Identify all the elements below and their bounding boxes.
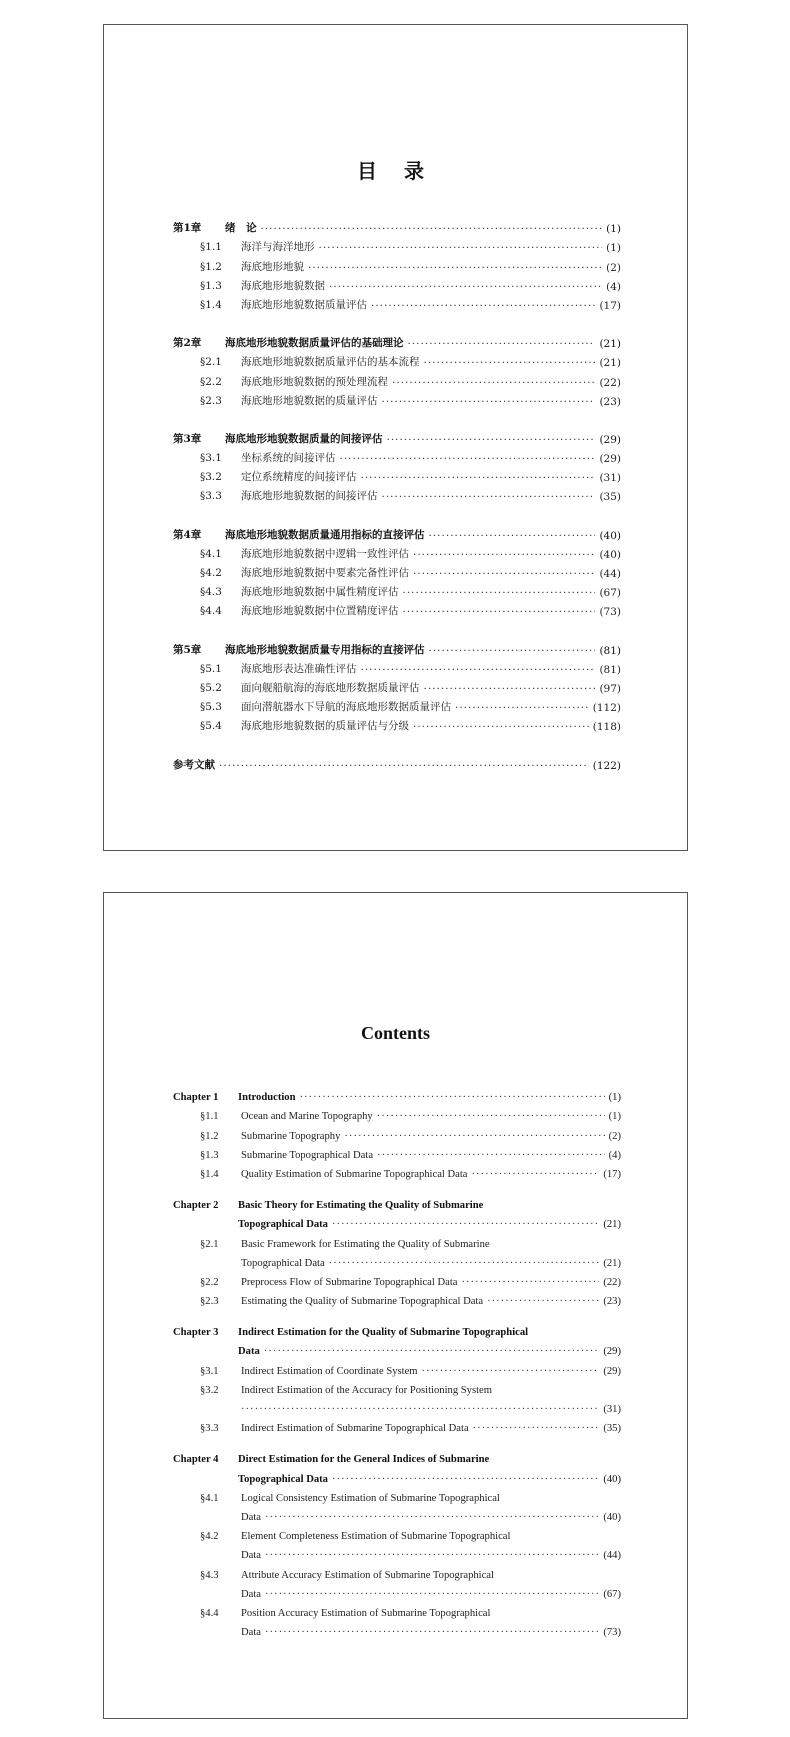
page-number: (4) [608, 1149, 621, 1161]
section-title: Preprocess Flow of Submarine Topographical Data [241, 1276, 458, 1288]
leader-dots [471, 1169, 599, 1180]
section-number: §1.2 [200, 260, 222, 273]
section-number: §4.4 [200, 1607, 219, 1619]
toc-list [173, 216, 621, 772]
page-number: (2) [608, 1130, 621, 1142]
section-title: 坐标系统的间接评估 [241, 452, 336, 465]
section-number: §1.3 [200, 1149, 219, 1161]
page-number: (17) [599, 299, 621, 312]
toc-chapter-3[interactable] [173, 1319, 621, 1338]
toc-section-3-1[interactable] [173, 446, 621, 465]
page-number: (118) [592, 721, 621, 734]
toc-section-4-1[interactable] [173, 542, 621, 561]
leader-dots [429, 530, 596, 542]
section-number: §4.1 [200, 547, 222, 560]
toc-section-4-1-cont[interactable] [173, 1504, 621, 1523]
section-number: §2.2 [200, 375, 222, 388]
toc-section-3-3[interactable] [173, 1415, 621, 1434]
toc-section-5-1[interactable] [173, 657, 621, 676]
page-number: (81) [599, 644, 621, 657]
leader-dots [424, 357, 596, 369]
section-title: 海底地形表达准确性评估 [241, 662, 357, 675]
section-number: §2.1 [200, 356, 222, 369]
toc-section-4-3[interactable] [173, 1561, 621, 1580]
chapter-number: Chapter 2 [173, 1200, 219, 1212]
leader-dots [361, 664, 596, 676]
section-number: §5.1 [200, 662, 222, 675]
toc-chapter-4-cont[interactable] [173, 1465, 621, 1484]
section-title: Element Completeness Estimation of Submarine Topographical [241, 1531, 511, 1543]
chapter-title: Indirect Estimation for the Quality of Submarine Topographical [238, 1327, 529, 1339]
section-title: 海底地形地貌数据中属性精度评估 [241, 586, 399, 599]
page-number: (44) [603, 1550, 621, 1562]
page-number: (23) [599, 395, 621, 408]
toc-section-3-3[interactable] [173, 484, 621, 503]
page-title: 目 录 [357, 159, 434, 183]
toc-section-3-2[interactable] [173, 465, 621, 484]
section-title-cont: Topographical Data [241, 1257, 325, 1269]
toc-chapter-3-cont[interactable] [173, 1338, 621, 1357]
chapter-title: 海底地形地貌数据质量通用指标的直接评估 [225, 528, 425, 541]
toc-section-4-2[interactable] [173, 561, 621, 580]
chapter-number: 第3章 [173, 432, 202, 445]
leader-dots [332, 1219, 599, 1230]
leader-dots [382, 396, 596, 408]
section-title: 海底地形地貌数据质量评估 [241, 298, 367, 311]
chapter-title: 海底地形地貌数据质量的间接评估 [225, 432, 383, 445]
section-title: 海底地形地貌数据的预处理流程 [241, 375, 388, 388]
leader-dots [403, 587, 596, 599]
toc-section-1-2[interactable] [173, 1122, 621, 1141]
section-number: §5.2 [200, 681, 222, 694]
page-number: (29) [603, 1365, 621, 1377]
toc-list [173, 1084, 621, 1638]
leader-dots [392, 377, 595, 389]
leader-dots [265, 1550, 599, 1561]
leader-dots [329, 1258, 600, 1269]
section-title: 海底地形地貌数据中位置精度评估 [241, 605, 399, 618]
section-number: §1.1 [200, 1111, 219, 1123]
chapter-title: Direct Estimation for the General Indices of Submarine [238, 1454, 490, 1466]
page-number: (31) [599, 472, 621, 485]
section-title: 海底地形地貌 [241, 260, 304, 273]
toc-section-3-2[interactable] [173, 1377, 621, 1396]
leader-dots [413, 549, 595, 561]
page-number: (97) [599, 682, 621, 695]
section-title: 海底地形地貌数据中逻辑一致性评估 [241, 547, 409, 560]
page-number: (73) [599, 606, 621, 619]
section-number: §4.2 [200, 567, 222, 579]
chapter-title: Introduction [238, 1092, 296, 1104]
page-number: (1) [606, 223, 621, 236]
chapter-number: 第5章 [173, 643, 202, 656]
toc-section-2-2[interactable] [173, 1269, 621, 1288]
toc-chapter-1[interactable] [173, 1084, 621, 1103]
leader-dots [403, 606, 596, 618]
page-number: (112) [592, 702, 621, 715]
leader-dots [424, 683, 596, 695]
page-number: (1) [608, 1092, 621, 1104]
page-number: (44) [599, 568, 621, 580]
toc-chapter-5[interactable] [173, 637, 621, 656]
toc-section-4-4[interactable] [173, 1600, 621, 1619]
section-title: Submarine Topographical Data [241, 1149, 374, 1161]
section-number: §3.1 [200, 1365, 219, 1377]
section-title: Position Accuracy Estimation of Submarine Topographical [241, 1607, 491, 1619]
section-title-cont: Data [241, 1550, 261, 1562]
section-title: 海底地形地貌数据 [241, 279, 325, 292]
toc-chapter-2[interactable] [173, 331, 621, 350]
toc-chapter-3[interactable] [173, 427, 621, 446]
toc-page-english [103, 892, 688, 1719]
section-number: §2.3 [200, 394, 222, 407]
toc-section-4-3-cont[interactable] [173, 1581, 621, 1600]
section-number: §1.4 [200, 298, 222, 311]
leader-dots [461, 1277, 599, 1288]
toc-section-1-3[interactable] [173, 1142, 621, 1161]
page-number: (21) [599, 338, 621, 351]
section-number: §1.1 [200, 241, 222, 254]
leader-dots [382, 491, 596, 503]
toc-section-2-1[interactable] [173, 1230, 621, 1249]
toc-section-4-1[interactable] [173, 1485, 621, 1504]
section-number: §1.3 [200, 279, 222, 292]
toc-section-4-2-cont[interactable] [173, 1542, 621, 1561]
section-number: §3.3 [200, 1423, 219, 1435]
page-title: Contents [360, 1023, 430, 1043]
toc-section-1-4[interactable] [173, 1161, 621, 1180]
page-number: (35) [599, 491, 621, 504]
section-number: §5.3 [200, 701, 222, 714]
page-number: (22) [599, 376, 621, 389]
leader-dots [487, 1296, 599, 1307]
section-title: Attribute Accuracy Estimation of Submarine Topographical [241, 1569, 494, 1581]
section-title: 海底地形地貌数据质量评估的基本流程 [241, 356, 420, 369]
page-number: (67) [599, 587, 621, 600]
leader-dots [413, 568, 595, 580]
toc-section-5-2[interactable] [173, 676, 621, 695]
toc-page-chinese [103, 24, 688, 851]
page-number: (31) [603, 1404, 621, 1415]
section-number: §5.4 [200, 720, 222, 733]
toc-section-4-2[interactable] [173, 1523, 621, 1542]
leader-dots [265, 1627, 599, 1638]
section-number: §4.1 [200, 1492, 219, 1504]
page-number: (21) [603, 1257, 621, 1269]
chapter-title: 绪 论 [225, 222, 257, 235]
leader-dots [377, 1111, 605, 1122]
toc-chapter-2-cont[interactable] [173, 1211, 621, 1230]
leader-dots [265, 1589, 599, 1600]
page-number: (35) [603, 1423, 621, 1435]
leader-dots [387, 434, 596, 446]
page-number: (40) [603, 1473, 621, 1485]
toc-section-3-1[interactable] [173, 1357, 621, 1376]
leader-dots [329, 281, 602, 293]
toc-section-2-3[interactable] [173, 389, 621, 408]
leader-dots [344, 1131, 604, 1142]
section-title: Logical Consistency Estimation of Submarine Topographical [241, 1492, 500, 1504]
toc-section-2-3[interactable] [173, 1288, 621, 1307]
chapter-number: 第4章 [173, 528, 202, 541]
chapter-number: 第1章 [173, 222, 202, 235]
section-title-cont: Data [241, 1511, 261, 1523]
leader-dots [408, 338, 596, 350]
chapter-title: Basic Theory for Estimating the Quality of Submarine [238, 1200, 484, 1212]
toc-section-1-1[interactable] [173, 1103, 621, 1122]
toc-section-1-1[interactable] [173, 235, 621, 254]
toc-section-5-3[interactable] [173, 695, 621, 714]
toc-chapter-4[interactable] [173, 1446, 621, 1465]
leader-dots [371, 300, 595, 312]
leader-dots [241, 1404, 599, 1415]
leader-dots [340, 453, 596, 465]
page-number: (122) [592, 759, 621, 772]
page-number: (21) [599, 357, 621, 370]
section-title: 面向舰船航海的海底地形数据质量评估 [241, 681, 420, 694]
chapter-title: 海底地形地貌数据质量评估的基础理论 [225, 337, 404, 350]
page-number: (23) [603, 1296, 621, 1308]
section-number: §3.2 [200, 1384, 219, 1396]
leader-dots [265, 1512, 599, 1523]
section-title: 海底地形地貌数据的间接评估 [241, 490, 378, 503]
section-number: §4.3 [200, 586, 222, 599]
toc-chapter-2[interactable] [173, 1192, 621, 1211]
section-title: 海底地形地貌数据中要素完备性评估 [241, 567, 409, 579]
chapter-number: Chapter 4 [173, 1454, 219, 1466]
page-number: (29) [599, 453, 621, 466]
section-number: §3.1 [200, 452, 222, 465]
page-number: (81) [599, 663, 621, 676]
references-title: 参考文献 [173, 758, 215, 771]
leader-dots [455, 702, 589, 714]
page-number: (17) [603, 1168, 621, 1180]
leader-dots [300, 1092, 605, 1103]
toc-section-4-4[interactable] [173, 599, 621, 618]
leader-dots [413, 721, 589, 733]
toc-section-1-2[interactable] [173, 254, 621, 273]
section-number: §4.4 [200, 605, 222, 618]
leader-dots [361, 472, 596, 484]
leader-dots [319, 242, 603, 254]
chapter-number: 第2章 [173, 337, 202, 350]
section-number: §4.2 [200, 1531, 219, 1543]
toc-section-4-3[interactable] [173, 580, 621, 599]
chapter-title: 海底地形地貌数据质量专用指标的直接评估 [225, 643, 425, 656]
page-number: (1) [606, 242, 621, 255]
section-title: 面向潜航器水下导航的海底地形数据质量评估 [241, 701, 451, 714]
section-number: §1.4 [200, 1168, 219, 1180]
page-number: (4) [606, 280, 621, 293]
section-title: 海洋与海洋地形 [241, 241, 315, 254]
section-title-cont: Data [241, 1627, 261, 1639]
toc-chapter-4[interactable] [173, 522, 621, 541]
page-number: (2) [606, 261, 621, 274]
leader-dots [377, 1150, 605, 1161]
toc-section-3-2-cont[interactable] [173, 1396, 621, 1415]
leader-dots [261, 223, 603, 235]
page-number: (40) [599, 548, 621, 561]
page-number: (1) [608, 1111, 621, 1123]
toc-section-5-4[interactable] [173, 714, 621, 733]
toc-references[interactable] [173, 752, 621, 771]
leader-dots [264, 1346, 600, 1357]
chapter-title-cont: Topographical Data [238, 1219, 328, 1231]
chapter-title-cont: Topographical Data [238, 1473, 328, 1485]
toc-section-2-1[interactable] [173, 350, 621, 369]
toc-section-1-4[interactable] [173, 293, 621, 312]
section-title: Quality Estimation of Submarine Topographical Data [241, 1168, 468, 1180]
section-title: 海底地形地貌数据的质量评估与分级 [241, 720, 409, 733]
section-number: §2.2 [200, 1276, 219, 1288]
section-number: §3.3 [200, 490, 222, 503]
section-title: 定位系统精度的间接评估 [241, 471, 357, 484]
section-number: §2.1 [200, 1238, 219, 1250]
section-title: Indirect Estimation of Submarine Topographical Data [241, 1423, 469, 1435]
chapter-number: Chapter 1 [173, 1092, 219, 1104]
page-number: (22) [603, 1276, 621, 1288]
leader-dots [219, 760, 589, 772]
section-number: §4.3 [200, 1569, 219, 1581]
toc-chapter-1[interactable] [173, 216, 621, 235]
leader-dots [308, 262, 602, 274]
chapter-number: Chapter 3 [173, 1327, 219, 1339]
leader-dots [429, 645, 596, 657]
leader-dots [332, 1474, 599, 1485]
chapter-title-cont: Data [238, 1346, 260, 1358]
page-number: (21) [603, 1219, 621, 1231]
leader-dots [473, 1423, 600, 1434]
section-title: 海底地形地貌数据的质量评估 [241, 394, 378, 407]
page-number: (40) [603, 1511, 621, 1523]
section-number: §1.2 [200, 1130, 219, 1142]
section-title: Ocean and Marine Topography [241, 1111, 373, 1123]
toc-section-1-3[interactable] [173, 274, 621, 293]
leader-dots [422, 1366, 600, 1377]
section-title: Indirect Estimation of Coordinate System [241, 1365, 418, 1377]
section-number: §2.3 [200, 1296, 219, 1308]
toc-section-2-1-cont[interactable] [173, 1250, 621, 1269]
section-title-cont: Data [241, 1588, 261, 1600]
section-title: Submarine Topography [241, 1130, 341, 1142]
section-title: Estimating the Quality of Submarine Topographical Data [241, 1296, 484, 1308]
section-title: Basic Framework for Estimating the Quality of Submarine [241, 1238, 490, 1250]
section-number: §3.2 [200, 471, 222, 484]
page-number: (29) [599, 433, 621, 446]
toc-section-2-2[interactable] [173, 369, 621, 388]
page-number: (40) [599, 529, 621, 542]
toc-section-4-4-cont[interactable] [173, 1619, 621, 1638]
page-number: (67) [603, 1588, 621, 1600]
section-title: Indirect Estimation of the Accuracy for Positioning System [241, 1384, 492, 1396]
page-number: (73) [603, 1627, 621, 1639]
page-number: (29) [603, 1346, 621, 1358]
